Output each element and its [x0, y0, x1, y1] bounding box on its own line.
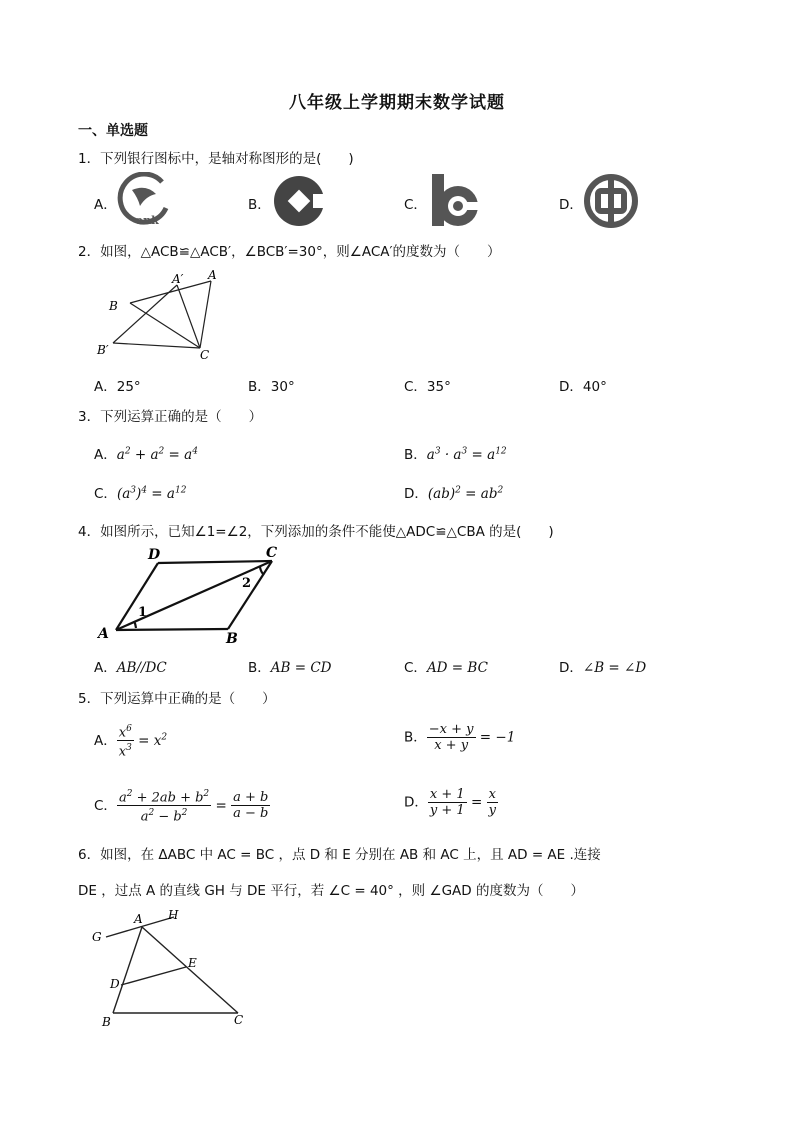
q5-option-b-rhs: = −1 [479, 729, 516, 746]
question-6-line-1: 6．如图，在 ΔABC 中 AC = BC ，点 D 和 E 分别在 AB 和 AC 上，且 AD = AE .连接 [78, 847, 601, 863]
question-2-stem: 2．如图，△ACB≌△ACB′，∠BCB′=30°，则∠ACA′的度数为（ ） [78, 244, 501, 260]
question-5-stem: 5．下列运算中正确的是（ ） [78, 691, 276, 707]
q4-label-a: A [98, 626, 109, 642]
question-3-stem: 3．下列运算正确的是（ ） [78, 409, 263, 425]
q2-option-a: A．25° [94, 379, 141, 395]
q4-option-c-math: AD = BC [426, 660, 488, 676]
q1-option-a-label: A． [94, 197, 117, 213]
q2-label-b-prime: B′ [97, 343, 109, 357]
q3-option-d-math: $(ab)^2 = ab^2$ [427, 485, 504, 502]
q1-option-c-label: C． [404, 197, 427, 213]
q5-option-d-fraction-right: $\frac{x}{y}$ [488, 787, 496, 818]
q3-option-c-label: C． [94, 486, 117, 502]
q4-option-d-math: ∠B = ∠D [582, 660, 647, 676]
q2-label-c: C [200, 348, 210, 362]
communications-bank-icon [428, 172, 484, 228]
q3-option-d-label: D． [404, 486, 428, 502]
q6-label-e: E [188, 956, 197, 970]
page-title: 八年级上学期期末数学试题 [289, 93, 505, 113]
q6-label-c: C [234, 1013, 244, 1027]
q6-label-d: D [110, 977, 120, 991]
q2-label-a-prime: A′ [172, 272, 184, 286]
q5-option-b-fraction: $\frac{-x + y}{x + y}$ [428, 722, 474, 753]
q6-figure [88, 905, 258, 1030]
q5-option-d-fraction-left: $\frac{x + 1}{y + 1}$ [429, 787, 465, 818]
q6-label-b: B [102, 1015, 111, 1029]
q5-option-a-fraction: $\frac{x^6}{x^3}$ [118, 724, 132, 760]
q5-option-b-label: B． [404, 729, 427, 746]
q1-option-b-label: B． [248, 197, 271, 213]
q3-option-a-math: $a^2 + a^2 = a^4$ [116, 446, 198, 463]
q3-option-a [94, 443, 198, 463]
q5-option-c: C． $\frac{a^2 + 2ab + b^2}{a^2 - b^2}$ = $\frac{a + b}{a - b}$ [94, 789, 269, 825]
q6-label-g: G [92, 930, 102, 944]
q4-label-2: 2 [242, 576, 252, 591]
q3-option-b-math: $a^3 \cdot a^3 = a^{12}$ [426, 446, 507, 463]
q3-option-a-label: A． [94, 447, 117, 463]
q5-option-a-rhs: = $x^2$ [138, 732, 168, 749]
q4-option-b-label: B． [248, 660, 271, 676]
construction-bank-icon [272, 174, 328, 228]
q5-option-a [94, 722, 167, 760]
q6-label-a: A [134, 912, 143, 926]
china-bank-card-icon [116, 172, 172, 228]
question-6-line-2: DE ，过点 A 的直线 GH 与 DE 平行，若 ∠C = 40° ，则 ∠GAD 的度数为（ ） [78, 883, 584, 899]
q2-label-a: A [208, 268, 217, 282]
question-1-stem: 1．下列银行图标中，是轴对称图形的是( ) [78, 151, 354, 167]
q4-label-1: 1 [138, 605, 148, 620]
q4-label-d: D [148, 547, 161, 563]
q3-option-d [404, 482, 503, 502]
q4-option-c [404, 656, 488, 676]
q4-option-c-label: C． [404, 660, 427, 676]
question-4-stem: 4．如图所示，已知∠1=∠2，下列添加的条件不能使△ADC≌△CBA 的是( ) [78, 524, 554, 540]
q2-label-b: B [109, 299, 118, 313]
section-heading: 一、单选题 [78, 123, 148, 139]
q5-option-b [404, 722, 515, 753]
q4-label-c: C [266, 545, 278, 561]
q4-option-b [248, 656, 331, 676]
q3-option-c [94, 482, 186, 502]
q6-label-h: H [168, 908, 179, 922]
q2-option-b: B．30° [248, 379, 295, 395]
q3-option-b [404, 443, 507, 463]
q1-option-d-label: D． [559, 197, 583, 213]
q5-option-d: D． $\frac{x + 1}{y + 1}$ = $\frac{x}{y}$ [404, 787, 496, 818]
q4-figure [92, 543, 292, 648]
q5-option-c-label: C． [94, 797, 117, 814]
q2-option-c: C．35° [404, 379, 451, 395]
bank-of-china-icon [584, 174, 638, 228]
q4-option-b-math: AB = CD [270, 660, 332, 676]
q5-option-d-label: D． [404, 794, 428, 811]
q5-option-c-fraction-left: $\frac{a^2 + 2ab + b^2}{a^2 - b^2}$ [118, 789, 210, 825]
q4-option-a-label: A． [94, 660, 117, 676]
q4-option-a [94, 656, 167, 676]
q3-option-c-math: $(a^3)^4 = a^{12}$ [116, 485, 187, 502]
q3-option-b-label: B． [404, 447, 427, 463]
q2-option-d: D．40° [559, 379, 607, 395]
q4-option-d [559, 656, 646, 676]
q4-option-a-math: AB//DC [116, 660, 167, 676]
q2-figure [92, 265, 227, 365]
q4-option-d-label: D． [559, 660, 583, 676]
icon-a-text: ank [136, 214, 159, 227]
q5-option-c-fraction-right: $\frac{a + b}{a - b}$ [233, 790, 269, 822]
q4-label-b: B [226, 631, 238, 647]
q5-option-a-label: A． [94, 732, 117, 749]
